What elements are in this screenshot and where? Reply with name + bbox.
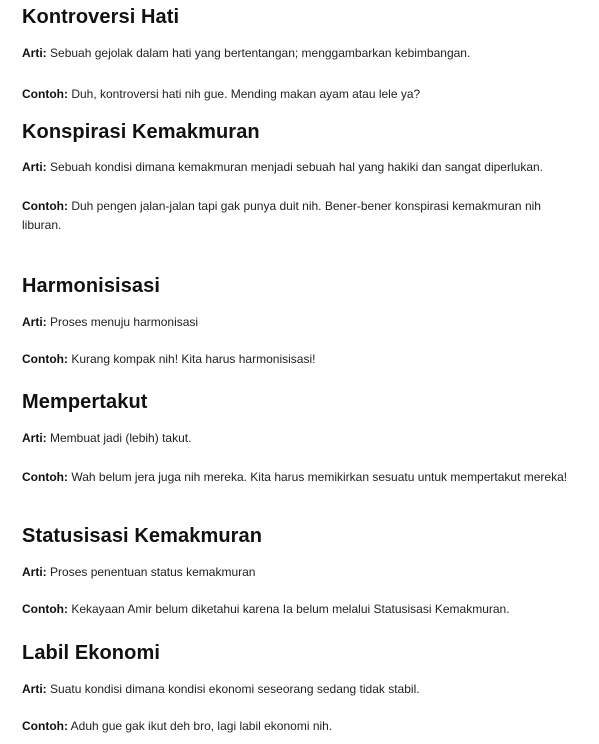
- entry-example: [22, 468, 578, 487]
- glossary-entry-harmonisisasi: [22, 274, 578, 369]
- example-label: Contoh:: [22, 87, 68, 101]
- entry-meaning: [22, 429, 578, 448]
- entry-term: Mempertakut: [22, 391, 148, 413]
- entry-term: Kontroversi Hati: [22, 6, 180, 28]
- example-label: Contoh:: [22, 199, 68, 213]
- meaning-text: Proses penentuan status kemakmuran: [50, 565, 256, 579]
- example-text: Duh, kontroversi hati nih gue. Mending makan ayam atau lele ya?: [71, 87, 421, 101]
- entry-meaning: [22, 563, 578, 582]
- entry-example: [22, 350, 578, 369]
- meaning-text: Suatu kondisi dimana kondisi ekonomi seseorang sedang tidak stabil.: [50, 682, 420, 696]
- glossary-entry-statusisasi-kemakmuran: [22, 524, 578, 619]
- meaning-text: Proses menuju harmonisasi: [50, 315, 199, 329]
- meaning-label: Arti:: [22, 315, 47, 329]
- glossary-entry-konspirasi-kemakmuran: [22, 120, 578, 235]
- entry-meaning: [22, 313, 578, 332]
- meaning-text: Sebuah gejolak dalam hati yang bertentangan; menggambarkan kebimbangan.: [50, 46, 471, 60]
- example-text: Duh pengen jalan-jalan tapi gak punya duit nih. Bener-bener konspirasi kemakmuran nih liburan.: [22, 199, 541, 232]
- entry-term: Labil Ekonomi: [22, 642, 160, 664]
- entry-example: [22, 197, 578, 235]
- entry-meaning: [22, 44, 578, 63]
- example-label: Contoh:: [22, 602, 68, 616]
- example-text: Kurang kompak nih! Kita harus harmonisisasi!: [71, 352, 316, 366]
- meaning-label: Arti:: [22, 682, 47, 696]
- entry-example: [22, 600, 578, 619]
- example-label: Contoh:: [22, 719, 68, 733]
- meaning-label: Arti:: [22, 431, 47, 445]
- example-text: Aduh gue gak ikut deh bro, lagi labil ekonomi nih.: [70, 719, 333, 733]
- example-text: Kekayaan Amir belum diketahui karena Ia belum melalui Statusisasi Kemakmuran.: [71, 602, 510, 616]
- meaning-text: Membuat jadi (lebih) takut.: [50, 431, 192, 445]
- example-label: Contoh:: [22, 352, 68, 366]
- entry-term: Statusisasi Kemakmuran: [22, 525, 263, 547]
- glossary-entry-kontroversi-hati: [22, 5, 578, 104]
- example-label: Contoh:: [22, 470, 68, 484]
- glossary-entry-labil-ekonomi: [22, 641, 578, 736]
- entry-term: Harmonisisasi: [22, 275, 161, 297]
- meaning-label: Arti:: [22, 160, 47, 174]
- glossary-entry-mempertakut: [22, 390, 578, 487]
- entry-meaning: [22, 680, 578, 699]
- example-text: Wah belum jera juga nih mereka. Kita harus memikirkan sesuatu untuk mempertakut mereka!: [71, 470, 568, 484]
- entry-meaning: [22, 158, 578, 177]
- meaning-label: Arti:: [22, 565, 47, 579]
- meaning-text: Sebuah kondisi dimana kemakmuran menjadi sebuah hal yang hakiki dan sangat diperlukan.: [50, 160, 543, 174]
- meaning-label: Arti:: [22, 46, 47, 60]
- entry-example: [22, 717, 578, 736]
- entry-term: Konspirasi Kemakmuran: [22, 121, 260, 143]
- entry-example: [22, 85, 578, 104]
